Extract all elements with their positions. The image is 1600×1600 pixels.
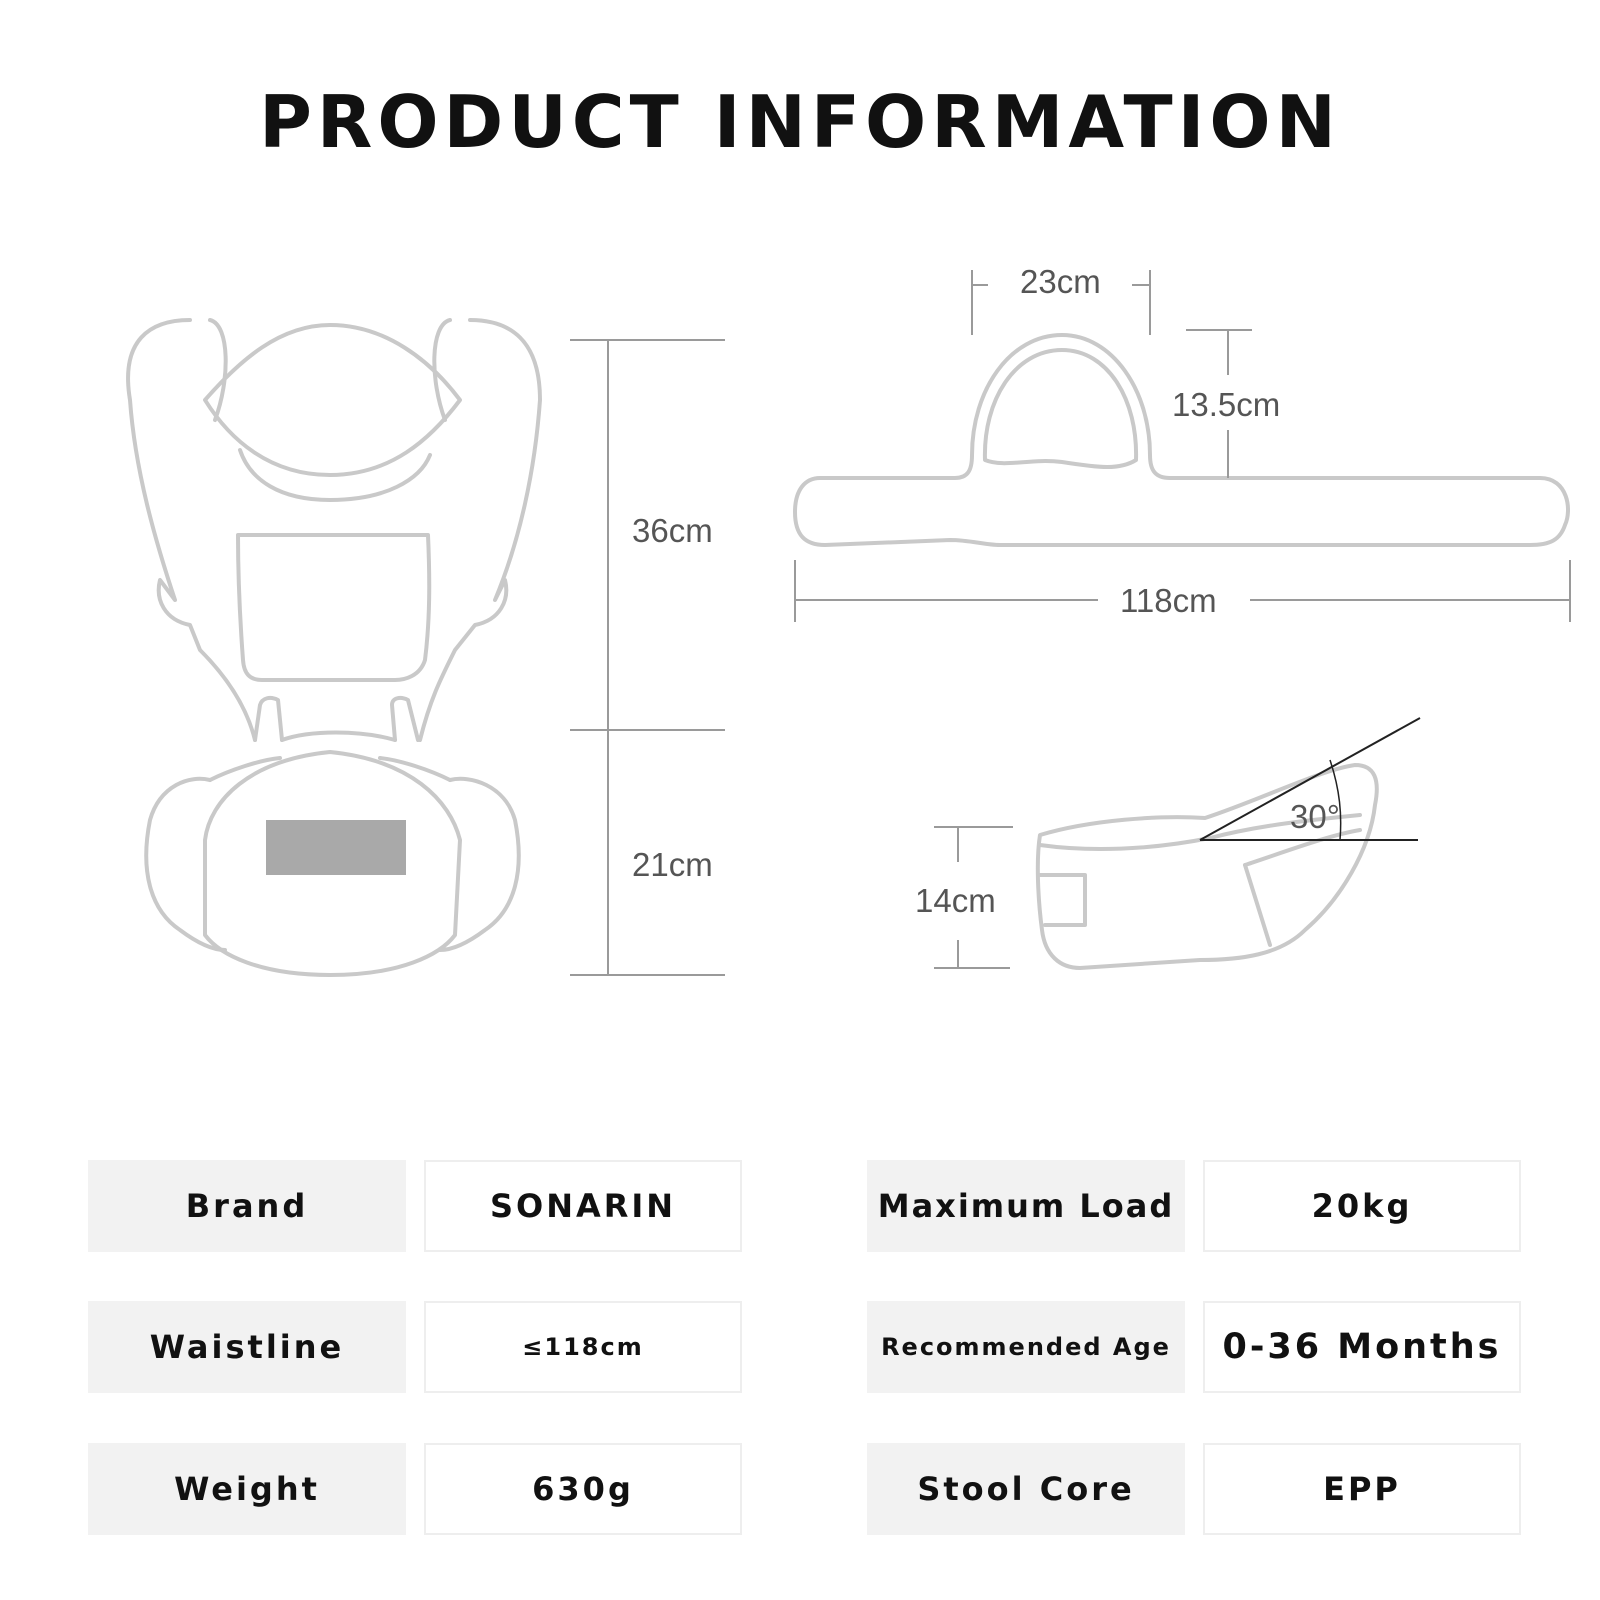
spec-stool-core-value: EPP [1203,1443,1521,1535]
dim-headrest-width: 23cm [1020,263,1101,300]
spec-brand-label: Brand [88,1160,406,1252]
waistbelt-top-illustration [795,335,1568,545]
spec-stool-core-label: Stool Core [867,1443,1185,1535]
spec-weight-value: 630g [424,1443,742,1535]
dim-waistbelt-length: 118cm [1120,582,1217,619]
dim-headrest-height: 13.5cm [1172,386,1281,423]
spec-max-load-label: Maximum Load [867,1160,1185,1252]
dim-front-36: 36cm [632,512,713,549]
page-title: PRODUCT INFORMATION [259,80,1341,164]
hipseat-side-illustration [1038,718,1420,968]
spec-recommended-age-value: 0-36 Months [1203,1301,1521,1393]
spec-waistline-value: ≤118cm [424,1301,742,1393]
spec-brand-value: SONARIN [424,1160,742,1252]
spec-weight-label: Weight [88,1443,406,1535]
top-dimension-lines [795,270,1570,622]
dim-stool-angle: 30° [1290,798,1340,835]
label-patch [266,820,406,875]
spec-recommended-age-label: Recommended Age [867,1301,1185,1393]
spec-max-load-value: 20kg [1203,1160,1521,1252]
spec-waistline-label: Waistline [88,1301,406,1393]
dim-front-21: 21cm [632,846,713,883]
dim-stool-height: 14cm [915,882,996,919]
carrier-front-illustration [128,320,540,975]
